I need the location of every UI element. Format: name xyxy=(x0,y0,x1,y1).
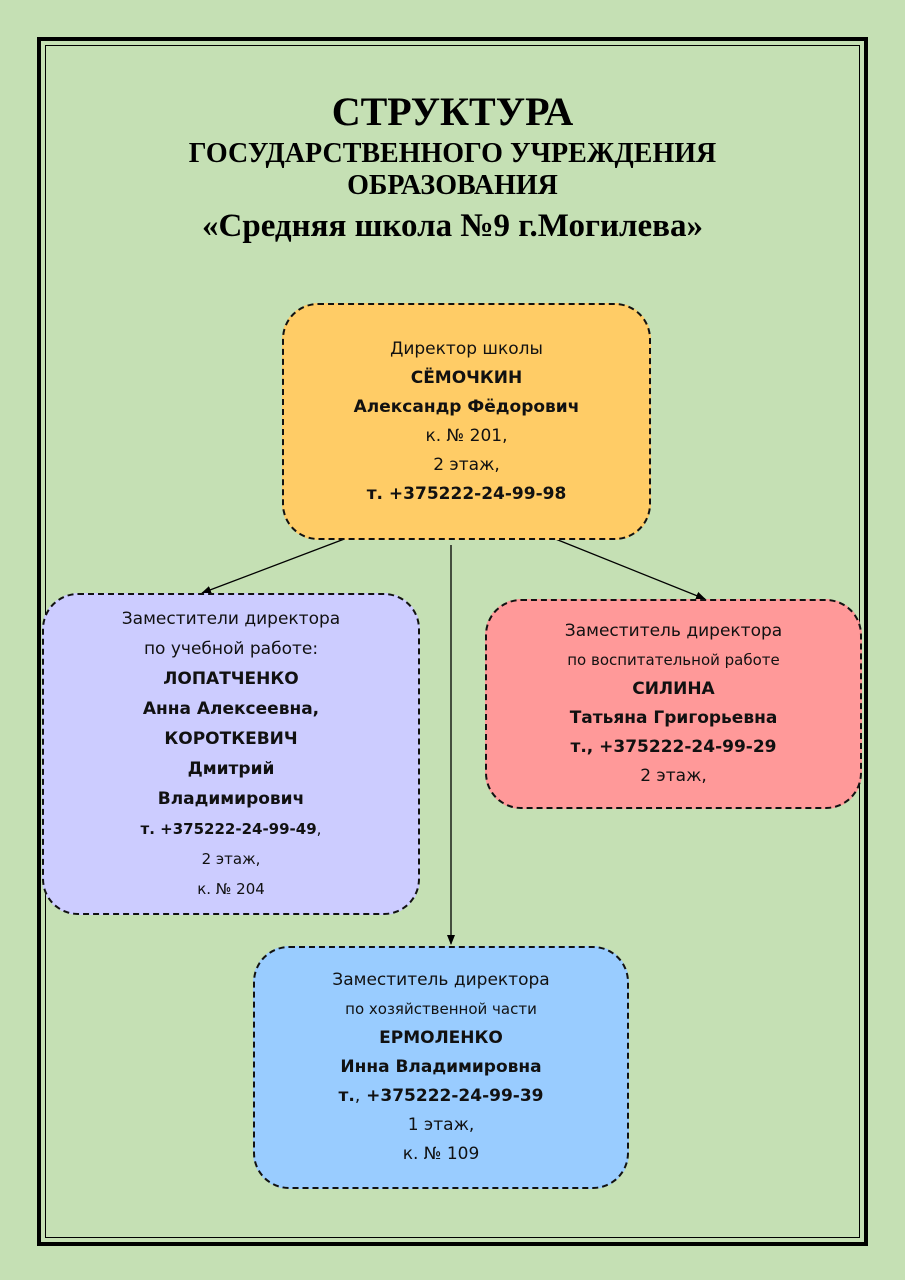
director-box xyxy=(282,303,651,540)
academic-deputies-box xyxy=(42,593,420,915)
upbringing-surname: СИЛИНА xyxy=(632,679,715,699)
household-floor: 1 этаж, xyxy=(407,1115,475,1135)
upbringing-phone: , +375222-24-99-29 xyxy=(586,737,777,757)
academic-role-line-1: Заместители директора xyxy=(121,609,341,629)
page-subtitle-line-1: ГОСУДАРСТВЕННОГО УЧРЕЖДЕНИЯ xyxy=(188,138,717,169)
academic-name-2-patronymic: Владимирович xyxy=(157,789,305,809)
academic-phone-line xyxy=(141,814,322,844)
household-role-line-1: Заместитель директора xyxy=(332,970,550,990)
academic-surname-2: КОРОТКЕВИЧ xyxy=(164,729,298,749)
household-name: Инна Владимировна xyxy=(340,1057,542,1077)
household-room: к. № 109 xyxy=(402,1144,480,1164)
page-subtitle-line-2: ОБРАЗОВАНИЯ xyxy=(347,170,558,201)
director-surname: СЁМОЧКИН xyxy=(410,367,523,388)
upbringing-deputy-box xyxy=(485,599,862,809)
household-surname: ЕРМОЛЕНКО xyxy=(379,1028,503,1048)
academic-phone: т. +375222-24-99-49 xyxy=(140,820,317,838)
upbringing-phone-prefix: т. xyxy=(570,737,587,757)
upbringing-role-line-1: Заместитель директора xyxy=(564,621,783,641)
household-role-line-2: по хозяйственной части xyxy=(345,1000,537,1018)
upbringing-name: Татьяна Григорьевна xyxy=(569,708,778,728)
household-phone: +375222-24-99-39 xyxy=(360,1086,544,1106)
academic-floor: 2 этаж, xyxy=(201,850,261,868)
household-phone-line xyxy=(339,1082,544,1111)
academic-surname-1: ЛОПАТЧЕНКО xyxy=(163,669,299,689)
academic-phone-suffix: , xyxy=(316,820,322,838)
upbringing-floor: 2 этаж, xyxy=(640,766,707,786)
upbringing-phone-line xyxy=(570,733,776,762)
page-title: СТРУКТУРА xyxy=(331,89,574,134)
director-name: Александр Фёдорович xyxy=(353,396,580,417)
academic-name-2-first: Дмитрий xyxy=(187,759,275,779)
household-phone-prefix: т. xyxy=(338,1086,355,1106)
household-phone-separator: , xyxy=(354,1086,361,1106)
household-deputy-box xyxy=(253,946,629,1189)
academic-room: к. № 204 xyxy=(197,880,265,898)
school-name: «Средняя школа №9 г.Могилева» xyxy=(202,208,703,244)
director-room: к. № 201, xyxy=(425,425,508,446)
director-phone: т. +375222-24-99-98 xyxy=(366,483,567,504)
academic-role-line-2: по учебной работе: xyxy=(143,639,319,659)
director-floor: 2 этаж, xyxy=(433,454,500,475)
academic-name-1: Анна Алексеевна, xyxy=(142,699,320,719)
upbringing-role-line-2: по воспитательной работе xyxy=(567,651,780,669)
director-role: Директор школы xyxy=(390,338,543,359)
